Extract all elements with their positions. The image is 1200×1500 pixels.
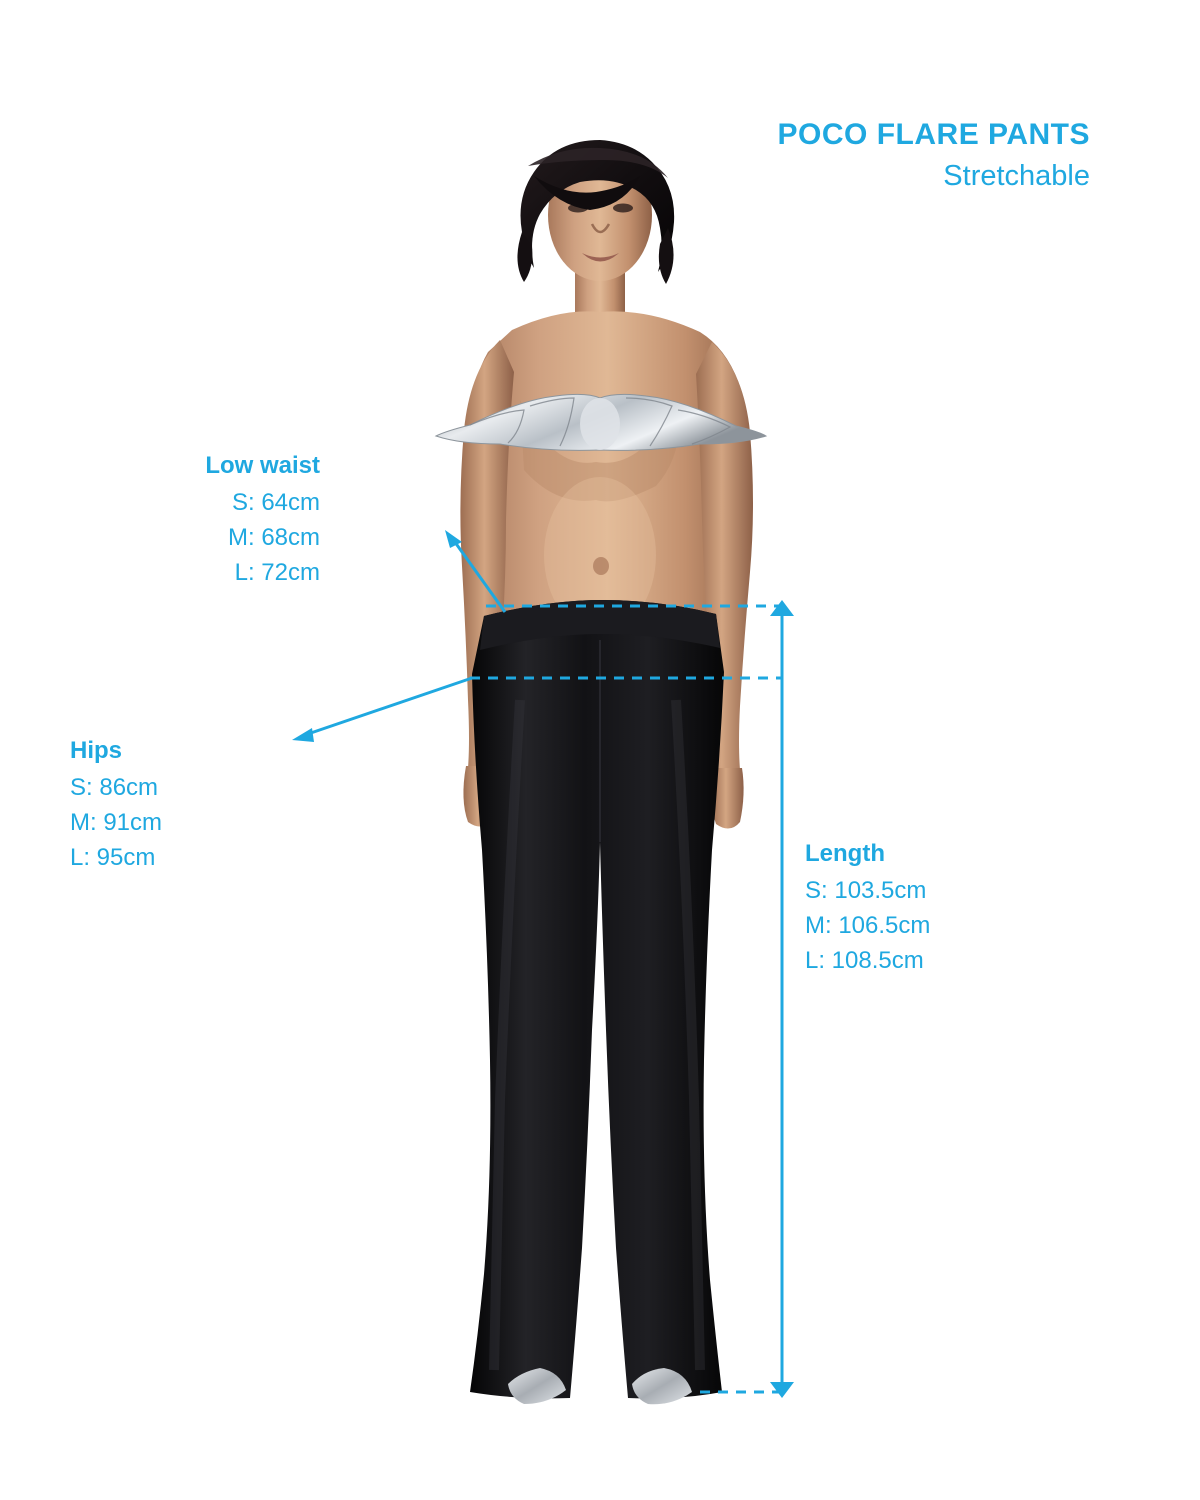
measurement-length-size-m: M: 106.5cm — [805, 912, 931, 940]
navel — [593, 557, 609, 575]
measurement-length-label: Length — [805, 840, 885, 867]
measurement-low-waist-size-m: M: 68cm — [227, 524, 320, 552]
product-title: POCO FLARE PANTS — [777, 118, 1090, 151]
measurement-hips — [70, 735, 280, 876]
measurement-length-size-s: S: 103.5cm — [805, 877, 927, 905]
product-subtitle: Stretchable — [943, 160, 1090, 192]
measurement-length-size-l: L: 108.5cm — [805, 946, 924, 974]
measurement-hips-size-s: S: 86cm — [70, 774, 159, 802]
measurement-low-waist-size-l: L: 72cm — [234, 558, 320, 586]
measurement-low-waist-label: Low waist — [205, 452, 320, 479]
model-eye-right — [613, 204, 633, 213]
measurement-hips-label: Hips — [70, 737, 123, 764]
product-title-block — [778, 118, 1090, 196]
measurement-hips-size-m: M: 91cm — [70, 809, 163, 837]
measurement-hips-size-l: L: 95cm — [70, 843, 156, 871]
flare-pants — [470, 600, 724, 1398]
measurement-low-waist-size-s: S: 64cm — [231, 489, 320, 517]
measurement-low-waist — [70, 450, 320, 591]
measurement-length — [805, 838, 1095, 979]
